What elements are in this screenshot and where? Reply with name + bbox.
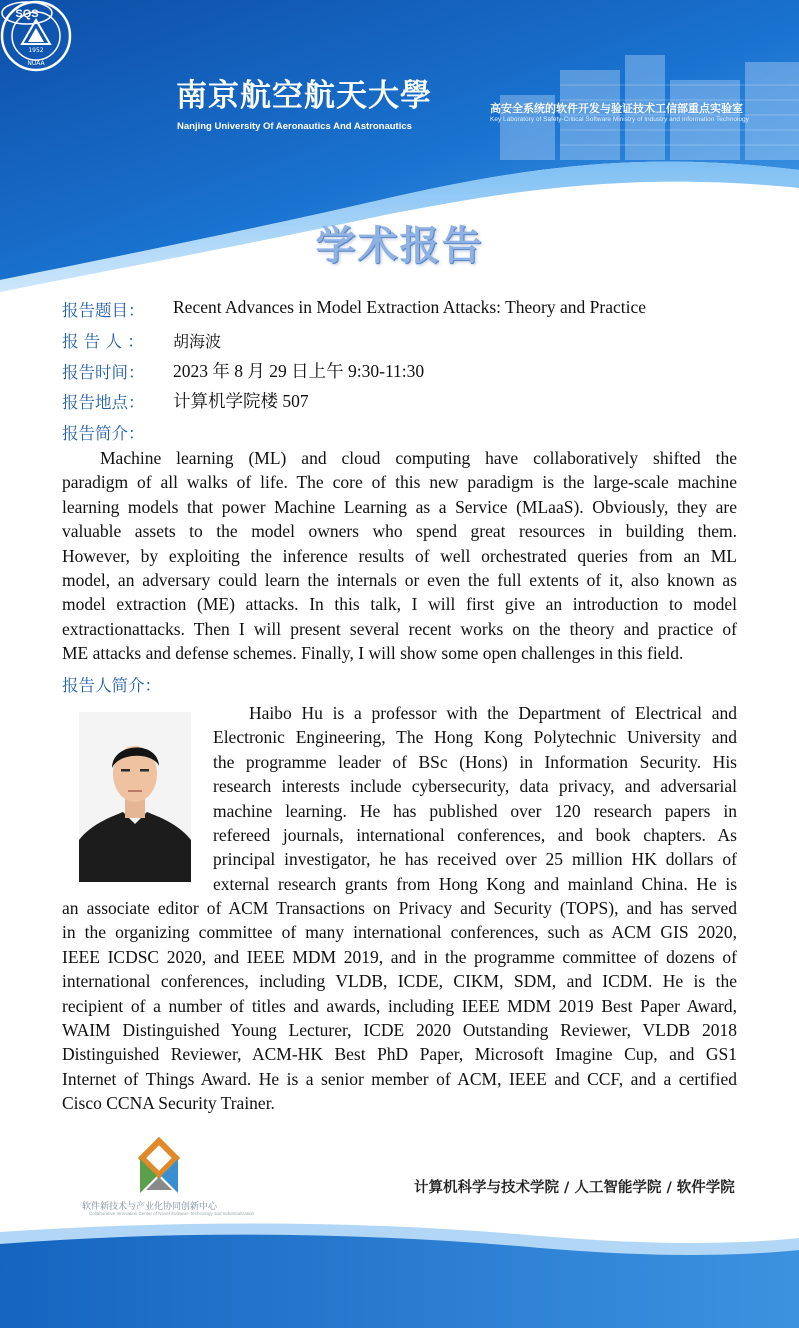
bio-label: 报告人简介： — [62, 676, 161, 695]
university-name-en: Nanjing University Of Aeronautics And Astronautics — [177, 121, 412, 132]
abstract-line: extractionattacks. Then I will present several recent works on the theory and practice of — [62, 618, 737, 639]
bio-line: an associate editor of ACM Transactions on Privacy and Security (TOPS), and has served — [62, 898, 737, 918]
abstract-line: learning models that power Machine Learning as a Service (MLaaS). Obviously, they are — [62, 496, 737, 517]
bio-line: machine learning. He has published over 120 research papers in — [213, 800, 737, 821]
field-value-location: 计算机学院楼 507 — [173, 391, 309, 411]
svg-text:SQS: SQS — [15, 8, 39, 20]
field-label-speaker: 报 告 人 ： — [62, 332, 144, 351]
bio-line: principal investigator, he has received over 25 million HK dollars of — [213, 849, 737, 870]
abstract-line: However, by exploiting the inference results of well orchestrated queries from an ML — [62, 545, 737, 566]
bio-line: Distinguished Reviewer, ACM-HK Best PhD Paper, Microsoft Imagine Cup, and GS1 — [62, 1044, 737, 1065]
field-value-title: Recent Advances in Model Extraction Attacks: Theory and Practice — [173, 297, 647, 317]
field-value-time: 2023 年 8 月 29 日上午 9:30-11:30 — [173, 361, 425, 381]
bio-line: the programme leader of BSc (Hons) in Information Security. His — [213, 751, 737, 772]
bio-line: IEEE ICDSC 2020, and IEEE MDM 2019, and in the programme committee of dozens of — [62, 946, 737, 967]
lab-name-cn: 高安全系统的软件开发与验证技术工信部重点实验室 — [490, 102, 743, 115]
svg-text:NUAA: NUAA — [27, 60, 45, 67]
abstract-line: model extraction (ME) attacks. In this talk, I will first give an introduction to model — [62, 594, 737, 615]
abstract-line: Machine learning (ML) and cloud computing have collaboratively shifted the — [100, 448, 737, 468]
bio-line: international conferences, including VLDB, ICDE, CIKM, SDM, and ICDM. He is the — [62, 971, 737, 992]
bio-line: Haibo Hu is a professor with the Department of Electrical and — [249, 703, 737, 723]
field-value-speaker: 胡海波 — [173, 332, 222, 351]
bio-line: external research grants from Hong Kong and mainland China. He is — [213, 873, 737, 894]
schools-text: 计算机科学与技术学院 / 人工智能学院 / 软件学院 — [414, 1180, 735, 1196]
bio-line: research interests include cybersecurity, data privacy, and adversarial — [213, 776, 737, 797]
bio-text-full — [62, 896, 737, 1116]
svg-text:1952: 1952 — [28, 47, 44, 54]
field-label-time: 报告时间： — [62, 363, 145, 382]
university-name-cn: 南京航空航天大學 — [176, 78, 432, 114]
bio-line: in the organizing committee of many international conferences, such as ACM GIS 2020, — [62, 922, 737, 943]
bio-line: Cisco CCNA Security Trainer. — [62, 1093, 275, 1114]
speaker-portrait-icon — [79, 712, 191, 882]
speaker-photo — [79, 712, 191, 882]
bio-line: recipient of a number of titles and awards, including IEEE MDM 2019 Best Paper Award, — [62, 995, 737, 1016]
bio-line: refereed journals, international conferences, and book chapters. As — [213, 824, 737, 845]
abstract-label: 报告简介： — [62, 424, 145, 443]
abstract-line: valuable assets to the model owners who spend great resources in building them. — [62, 521, 737, 542]
bio-text-side — [213, 701, 737, 896]
footer-wave — [0, 1218, 799, 1328]
page-title: 学术报告 — [315, 223, 484, 269]
bio-line: Electronic Engineering, The Hong Kong Polytechnic University and — [213, 727, 737, 748]
field-label-location: 报告地点： — [62, 393, 145, 412]
innovation-center-logo-icon — [126, 1137, 192, 1195]
field-label-title: 报告题目： — [62, 301, 145, 320]
lab-logo-icon — [0, 0, 54, 26]
abstract-line: model, an adversary could learn the internals or even the full extents of it, also known as — [62, 569, 737, 590]
innovation-center-name-cn: 软件新技术与产业化协同创新中心 — [82, 1202, 218, 1212]
abstract-text — [62, 446, 737, 666]
innovation-center-name-en: Collaborative Innovation Center of Novel Software Technology and Industrialization — [89, 1211, 255, 1216]
lab-name-en: Key Laboratory of Safety-Critical Software Ministry of Industry and Information Technology — [490, 116, 749, 123]
abstract-line: paradigm of all walks of life. The core of this new paradigm is the large-scale machine — [62, 472, 737, 493]
abstract-line: ME attacks and defense schemes. Finally, I will show some open challenges in this field. — [62, 643, 684, 664]
bio-line: Internet of Things Award. He is a senior member of ACM, IEEE and CCF, and a certified — [62, 1068, 737, 1089]
bio-line: WAIM Distinguished Young Lecturer, ICDE 2020 Outstanding Reviewer, VLDB 2018 — [62, 1019, 737, 1040]
